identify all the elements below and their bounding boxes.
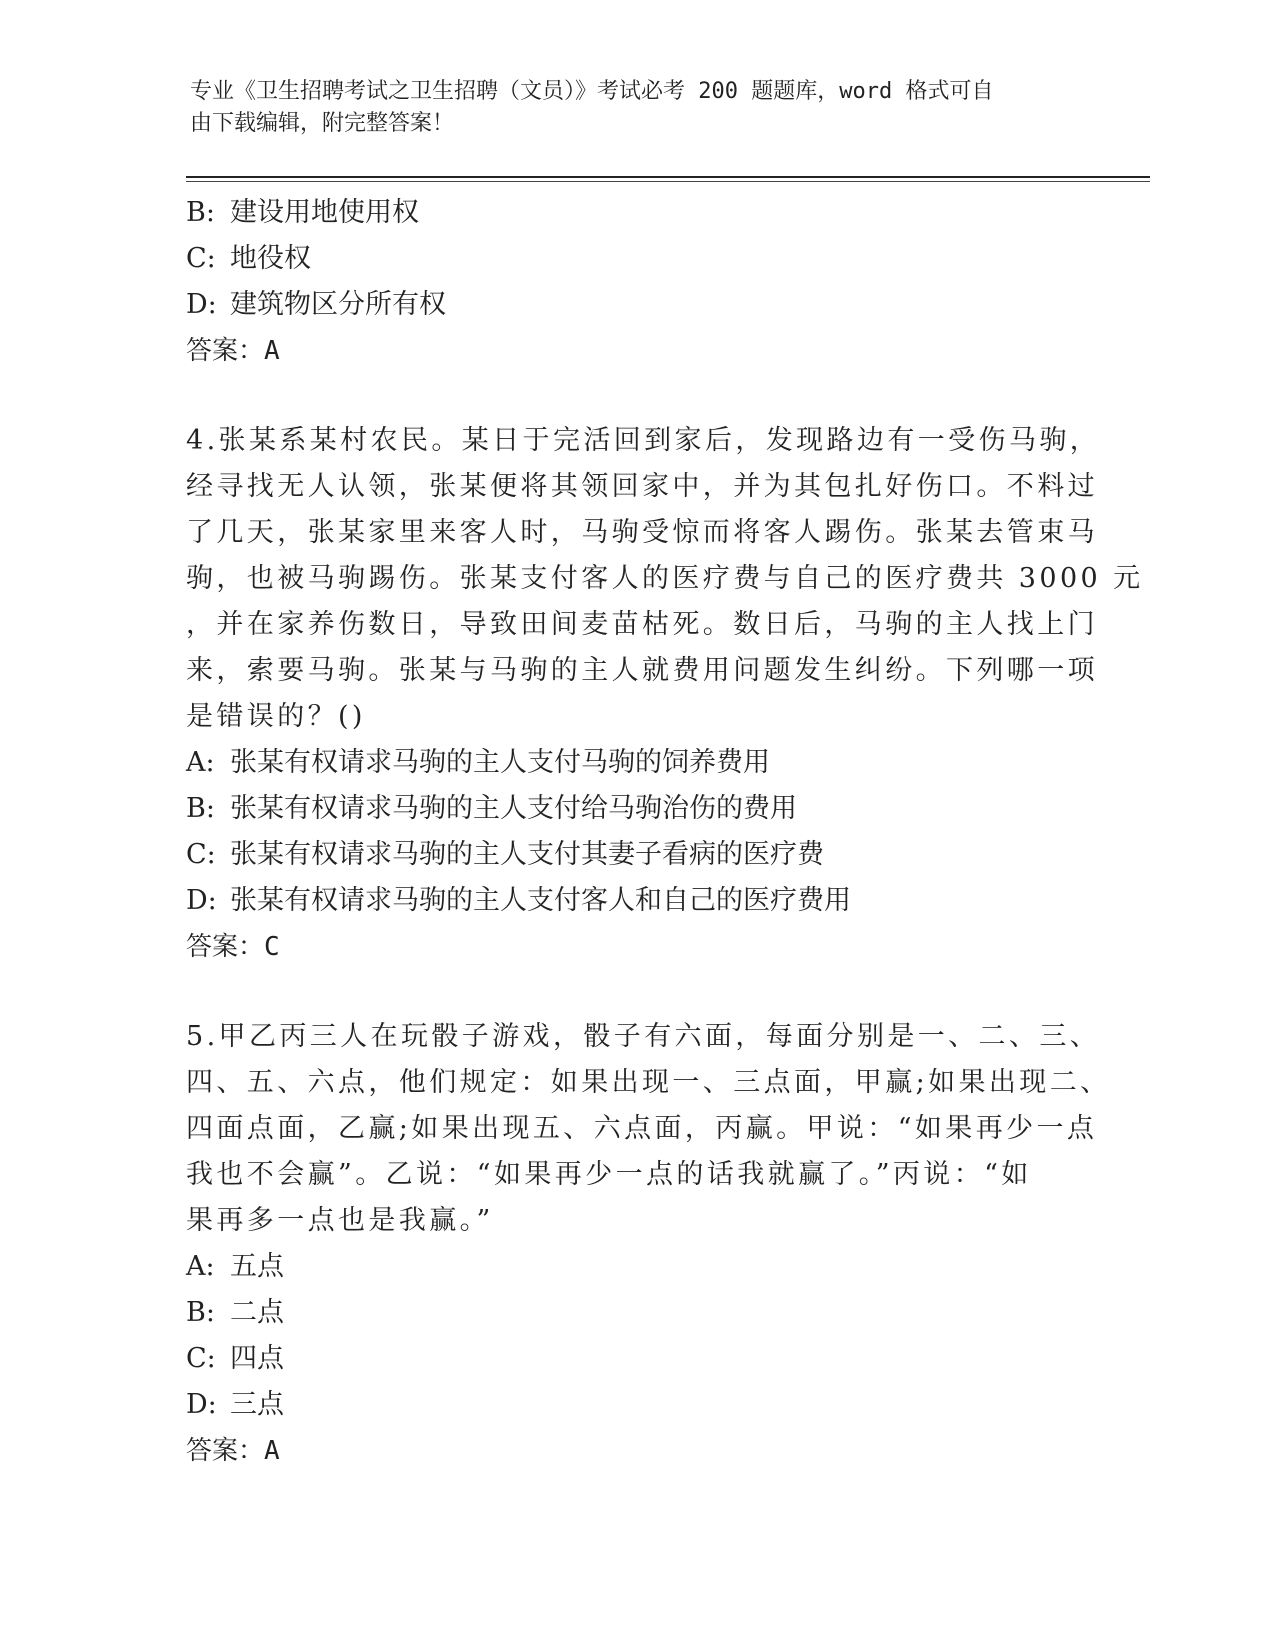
option-text: 张某有权请求马驹的主人支付马驹的饲养费用 <box>230 747 770 778</box>
option-d <box>186 282 1086 328</box>
option-text: 五点 <box>230 1251 284 1282</box>
option-letter: A: <box>186 1251 215 1282</box>
option-letter: D: <box>186 885 217 916</box>
option-b <box>186 190 1086 236</box>
question-stem-line: 果再多一点也是我赢。” <box>186 1205 494 1236</box>
question-stem-line: 四面点面，乙赢;如果出现五、六点面，丙赢。甲说：“如果再少一点 <box>186 1113 1098 1144</box>
option-text: 三点 <box>230 1389 284 1420</box>
option-text: 张某有权请求马驹的主人支付其妻子看病的医疗费 <box>230 839 824 870</box>
option-text: 地役权 <box>230 243 311 274</box>
option-text: 建设用地使用权 <box>230 197 419 228</box>
option-text: 二点 <box>230 1297 284 1328</box>
option-letter: B: <box>186 1297 215 1328</box>
header-line-1: 专业《卫生招聘考试之卫生招聘（文员）》考试必考 200 题题库，word 格式可自 <box>190 79 994 104</box>
option-d <box>186 1382 1086 1428</box>
header-divider-thick <box>186 176 1150 178</box>
question-stem-line: 了几天，张某家里来客人时，马驹受惊而将客人踢伤。张某去管束马 <box>186 517 1098 548</box>
option-letter: C: <box>186 839 216 870</box>
option-letter: C: <box>186 1343 216 1374</box>
header-divider-thin <box>186 181 1150 182</box>
question-stem-line: 是错误的？() <box>186 701 366 732</box>
spacer <box>186 374 1086 418</box>
option-d <box>186 878 1086 924</box>
answer: 答案：A <box>186 1436 280 1466</box>
answer: 答案：A <box>186 336 280 366</box>
question-stem-line: 5.甲乙丙三人在玩骰子游戏，骰子有六面，每面分别是一、二、三、 <box>186 1021 1101 1052</box>
spacer <box>186 970 1086 1014</box>
option-text: 张某有权请求马驹的主人支付客人和自己的医疗费用 <box>230 885 851 916</box>
option-a <box>186 740 1086 786</box>
option-letter: B: <box>186 793 215 824</box>
option-letter: A: <box>186 747 215 778</box>
option-text: 张某有权请求马驹的主人支付给马驹治伤的费用 <box>230 793 797 824</box>
question-stem-line: 经寻找无人认领，张某便将其领回家中，并为其包扎好伤口。不料过 <box>186 471 1098 502</box>
question-5 <box>186 1014 1111 1474</box>
header-line-2: 由下载编辑，附完整答案！ <box>190 111 455 136</box>
option-c <box>186 832 1086 878</box>
option-text: 四点 <box>230 1343 284 1374</box>
answer: 答案：C <box>186 932 280 962</box>
question-stem-line: 驹，也被马驹踢伤。张某支付客人的医疗费与自己的医疗费共 3000 元 <box>186 563 1144 594</box>
option-c <box>186 1336 1086 1382</box>
question-stem-line: 来，索要马驹。张某与马驹的主人就费用问题发生纠纷。下列哪一项 <box>186 655 1098 686</box>
option-b <box>186 786 1086 832</box>
option-letter: D: <box>186 1389 217 1420</box>
option-b <box>186 1290 1086 1336</box>
question-list <box>186 190 1144 1474</box>
question-4 <box>186 418 1144 970</box>
question-3 <box>186 190 1086 374</box>
option-c <box>186 236 1086 282</box>
document-header <box>190 76 1090 140</box>
option-letter: C: <box>186 243 216 274</box>
option-a <box>186 1244 1086 1290</box>
question-stem-line: ，并在家养伤数日，导致田间麦苗枯死。数日后，马驹的主人找上门 <box>186 609 1098 640</box>
option-letter: B: <box>186 197 215 228</box>
question-stem-line: 四、五、六点，他们规定：如果出现一、三点面，甲赢;如果出现二、 <box>186 1067 1111 1098</box>
question-stem-line: 4.张某系某村农民。某日于完活回到家后，发现路边有一受伤马驹， <box>186 425 1101 456</box>
option-text: 建筑物区分所有权 <box>230 289 446 320</box>
question-stem-line: 我也不会赢”。乙说：“如果再少一点的话我就赢了。”丙说：“如 <box>186 1159 1032 1190</box>
option-letter: D: <box>186 289 217 320</box>
